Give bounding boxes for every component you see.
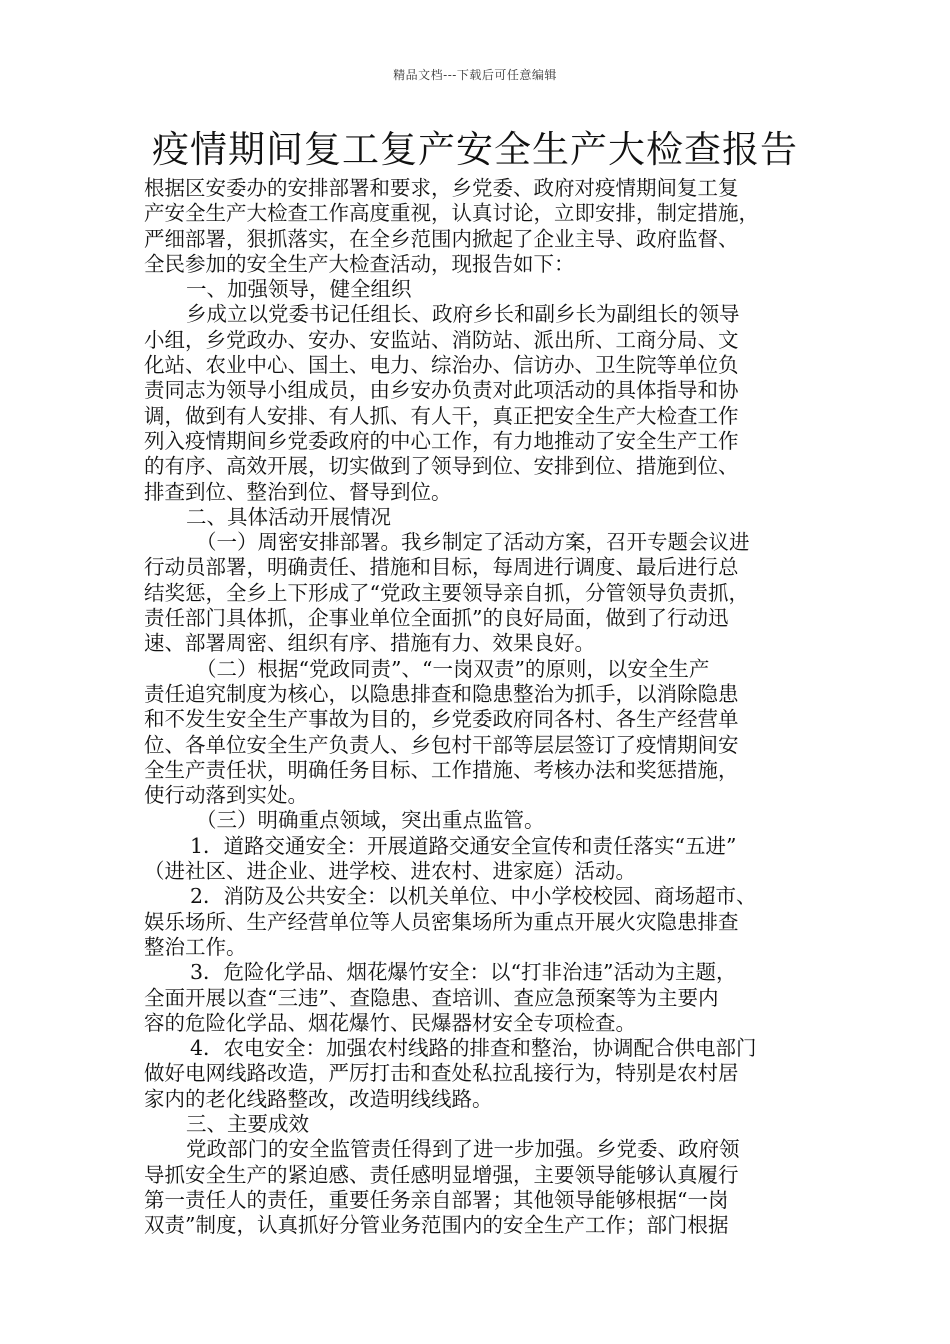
body-text-line: 责任部门具体抓，企事业单位全面抓”的良好局面，做到了行动迅 xyxy=(144,606,729,631)
body-text-line: 排查到位、整治到位、督导到位。 xyxy=(144,479,452,504)
body-text-line: 乡成立以党委书记任组长、政府乡长和副乡长为副组长的领导 xyxy=(186,302,740,327)
body-text-line: 和不发生安全生产事故为目的，乡党委政府同各村、各生产经营单 xyxy=(144,707,739,732)
body-text-line: 的有序、高效开展，切实做到了领导到位、安排到位、措施到位、 xyxy=(144,454,739,479)
body-text-line: 责同志为领导小组成员，由乡安办负责对此项活动的具体指导和协 xyxy=(144,378,739,403)
body-text-line: 结奖惩，全乡上下形成了“党政主要领导亲自抓，分管领导负责抓， xyxy=(144,580,749,605)
body-text-line: 列入疫情期间乡党委政府的中心工作，有力地推动了安全生产工作 xyxy=(144,428,739,453)
document-title: 疫情期间复工复产安全生产大检查报告 xyxy=(152,128,798,171)
body-text-line: 容的危险化学品、烟花爆竹、民爆器材安全专项检查。 xyxy=(144,1010,636,1035)
body-text-line: 严细部署，狠抓落实，在全乡范围内掀起了企业主导、政府监督、 xyxy=(144,226,739,251)
body-text-line: 导抓安全生产的紧迫感、责任感明显增强，主要领导能够认真履行 xyxy=(144,1162,739,1187)
body-text-line: 全民参加的安全生产大检查活动，现报告如下： xyxy=(144,251,575,276)
body-text-line: 三、主要成效 xyxy=(186,1111,309,1136)
body-text-line: 党政部门的安全监管责任得到了进一步加强。乡党委、政府领 xyxy=(186,1137,740,1162)
body-text-line: （二）根据“党政同责”、“一岗双责”的原则，以安全生产 xyxy=(196,656,710,681)
body-text-line: （一）周密安排部署。我乡制定了活动方案，召开专题会议进 xyxy=(196,530,750,555)
body-text-line: 家内的老化线路整改，改造明线线路。 xyxy=(144,1086,493,1111)
body-text-line: 整治工作。 xyxy=(144,934,247,959)
body-text-line: 第一责任人的责任，重要任务亲自部署；其他领导能够根据“一岗 xyxy=(144,1187,729,1212)
body-text-line: 1．道路交通安全：开展道路交通安全宣传和责任落实“五进” xyxy=(190,833,737,858)
body-text-line: 全生产责任状，明确任务目标、工作措施、考核办法和奖惩措施， xyxy=(144,757,739,782)
body-text-line: 责任追究制度为核心，以隐患排查和隐患整治为抓手，以消除隐患 xyxy=(144,681,739,706)
body-text-line: 2．消防及公共安全：以机关单位、中小学校校园、商场超市、 xyxy=(190,884,757,909)
body-text-line: 娱乐场所、生产经营单位等人员密集场所为重点开展火灾隐患排查 xyxy=(144,909,739,934)
body-text-line: 化站、农业中心、国土、电力、综治办、信访办、卫生院等单位负 xyxy=(144,353,739,378)
body-text-line: 全面开展以查“三违”、查隐患、查培训、查应急预案等为主要内 xyxy=(144,985,719,1010)
document-body xyxy=(144,176,808,1238)
body-text-line: 位、各单位安全生产负责人、乡包村干部等层层签订了疫情期间安 xyxy=(144,732,739,757)
body-text-line: （三）明确重点领域，突出重点监管。 xyxy=(196,808,545,833)
body-text-line: 二、具体活动开展情况 xyxy=(186,504,391,529)
body-text-line: 行动员部署，明确责任、措施和目标，每周进行调度、最后进行总 xyxy=(144,555,739,580)
body-text-line: 小组，乡党政办、安办、安监站、消防站、派出所、工商分局、文 xyxy=(144,327,739,352)
body-text-line: 速、部署周密、组织有序、措施有力、效果良好。 xyxy=(144,631,595,656)
body-text-line: 根据区安委办的安排部署和要求，乡党委、政府对疫情期间复工复 xyxy=(144,176,739,200)
body-text-line: 调，做到有人安排、有人抓、有人干，真正把安全生产大检查工作 xyxy=(144,403,739,428)
body-text-line: 使行动落到实处。 xyxy=(144,783,308,808)
body-text-line: 一、加强领导，健全组织 xyxy=(186,277,412,302)
body-text-line: 3．危险化学品、烟花爆竹安全：以“打非治违”活动为主题， xyxy=(190,960,737,985)
body-text-line: 4．农电安全：加强农村线路的排查和整治，协调配合供电部门 xyxy=(190,1036,757,1061)
body-text-line: （进社区、进企业、进学校、进农村、进家庭）活动。 xyxy=(144,859,636,884)
body-text-line: 双责”制度，认真抓好分管业务范围内的安全生产工作；部门根据 xyxy=(144,1213,729,1238)
body-text-line: 产安全生产大检查工作高度重视，认真讨论，立即安排，制定措施， xyxy=(144,201,759,226)
page-header-note: 精品文档---下载后可任意编辑 xyxy=(393,68,557,82)
body-text-line: 做好电网线路改造，严厉打击和查处私拉乱接行为，特别是农村居 xyxy=(144,1061,739,1086)
